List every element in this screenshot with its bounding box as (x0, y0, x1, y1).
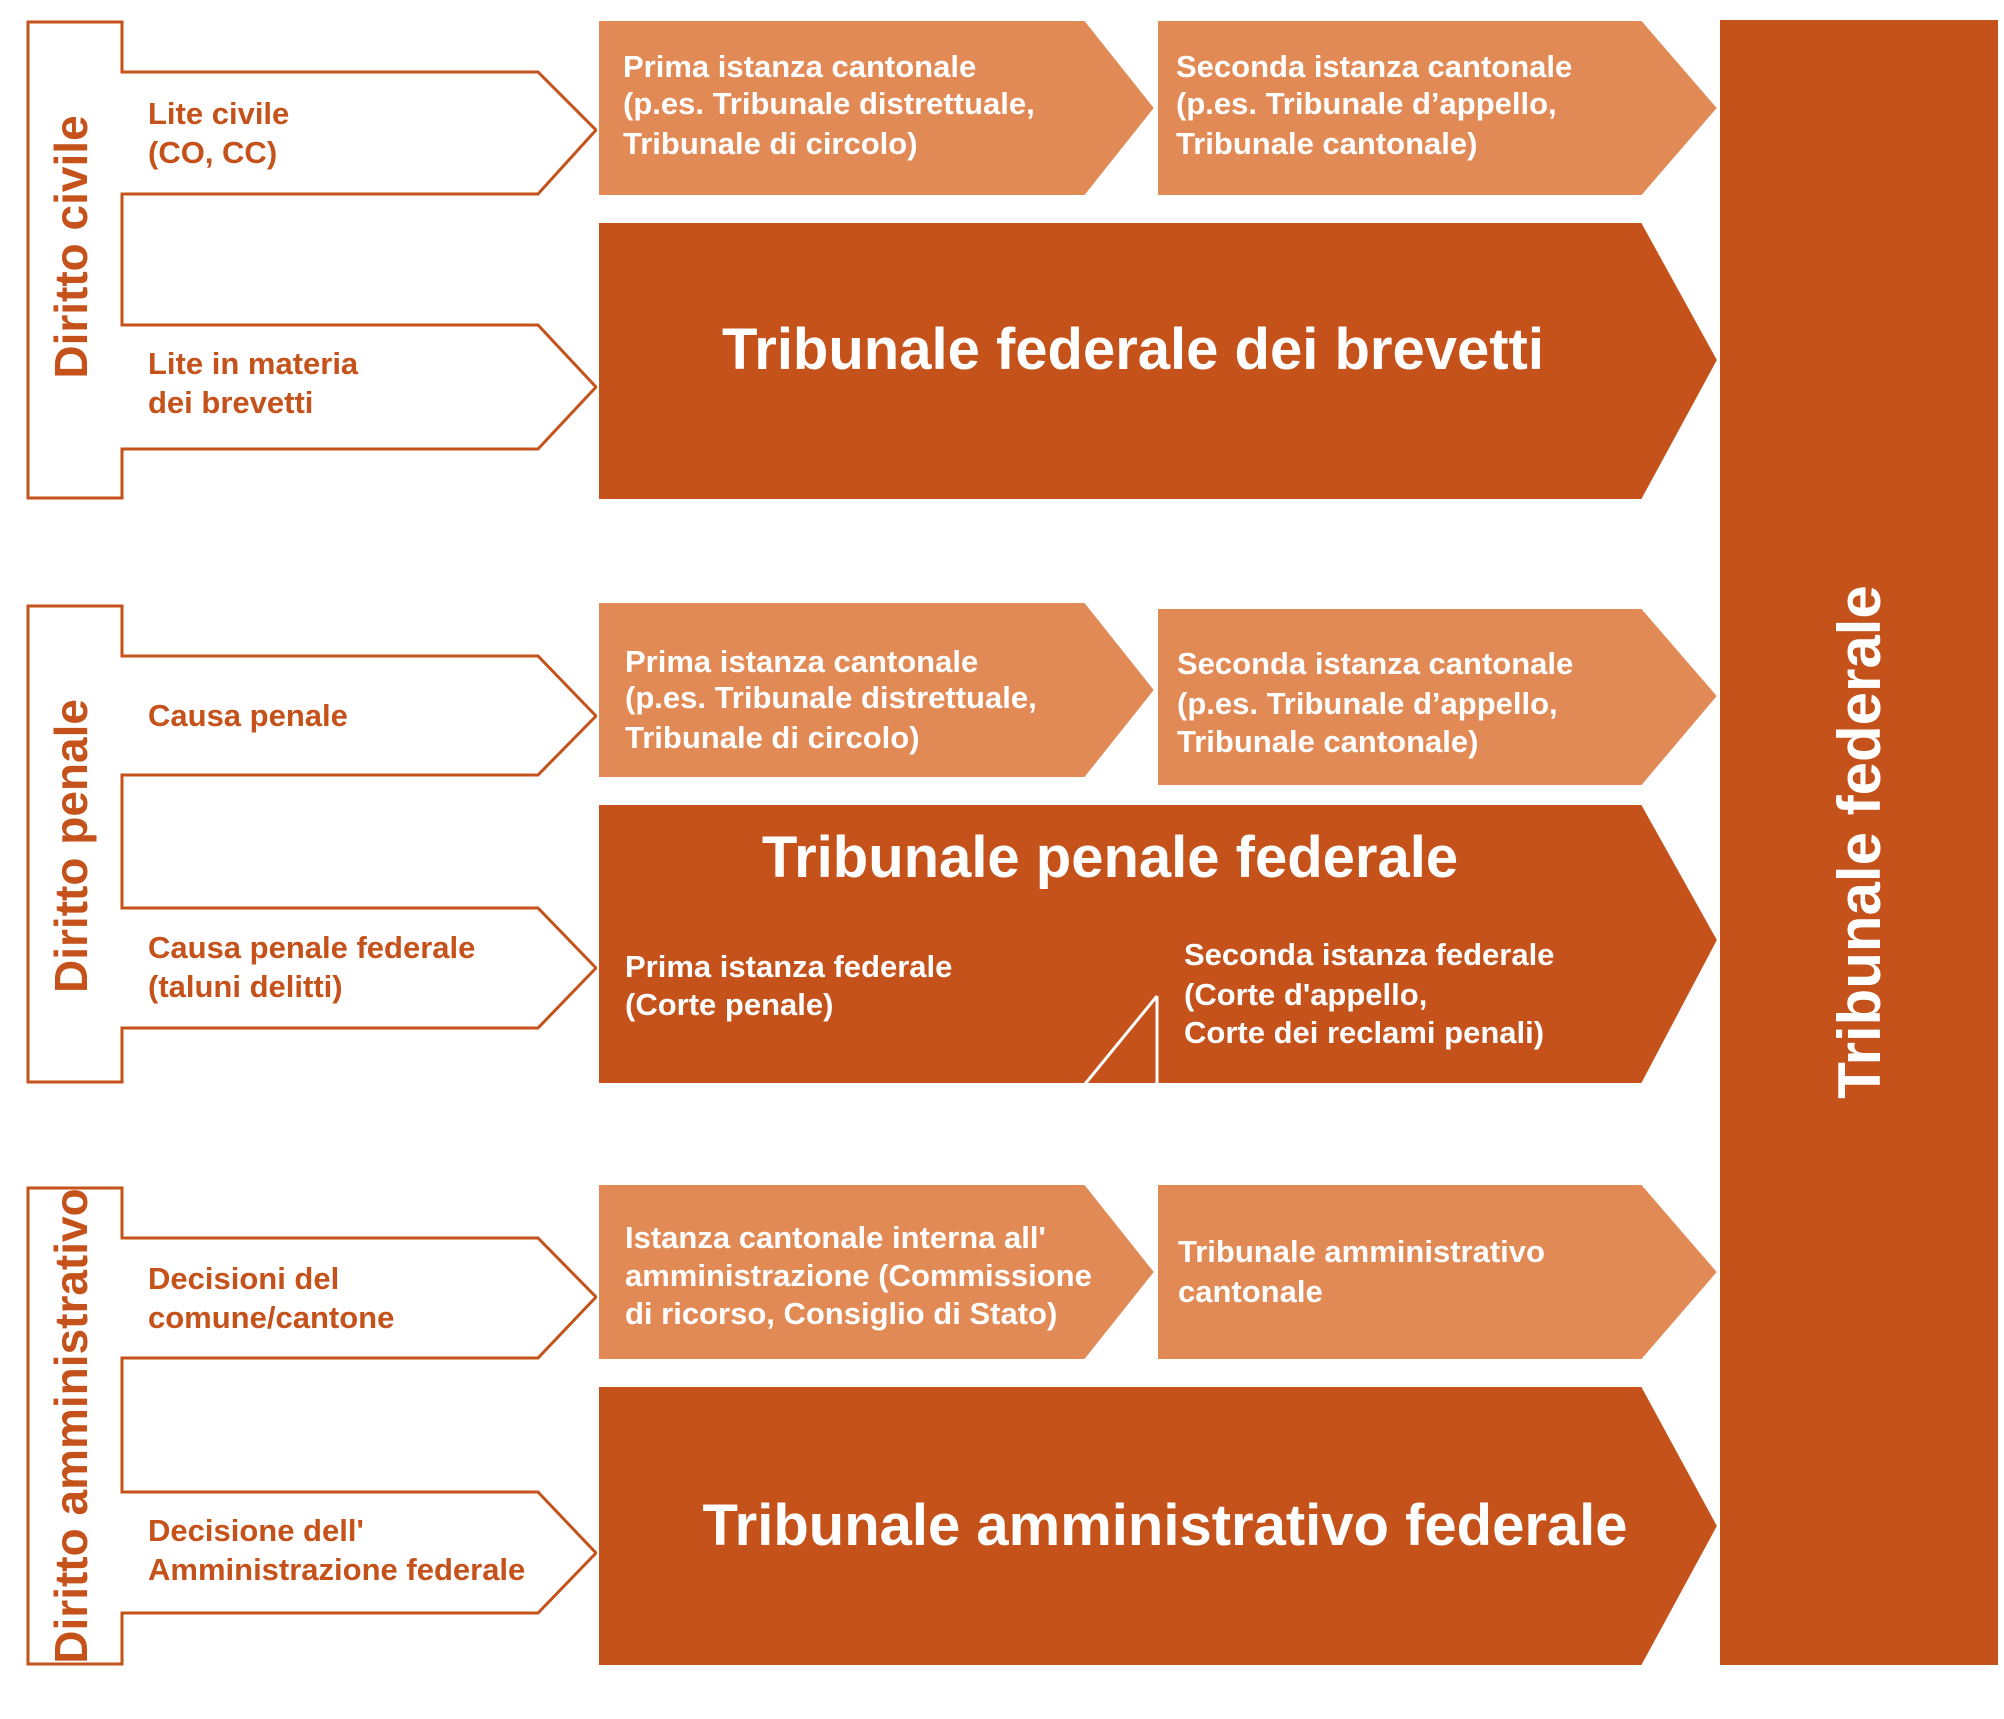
federal-criminal-case-label: Causa penale federale (taluni delitti) (148, 930, 476, 1004)
section-civil-title: Diritto civile (45, 115, 97, 379)
civil-first-instance-text: Prima istanza cantonale (p.es. Tribunale distrettuale, Tribunale di circolo) (623, 49, 1035, 161)
federal-criminal-second-instance-text: Seconda istanza federale (Corte d'appello, Corte dei reclami penali) (1184, 937, 1555, 1050)
section-civil-law (28, 20, 1718, 500)
section-criminal-title: Diritto penale (45, 699, 97, 993)
criminal-case-label: Causa penale (148, 698, 348, 733)
section-administrative-law (28, 1184, 1718, 1666)
criminal-second-instance-text: Seconda istanza cantonale (p.es. Tribunale d’appello, Tribunale cantonale) (1177, 646, 1574, 759)
section-criminal-frame (28, 606, 596, 1082)
civil-second-instance-text: Seconda istanza cantonale (p.es. Tribunale d’appello, Tribunale cantonale) (1176, 49, 1573, 161)
criminal-first-instance-text: Prima istanza cantonale (p.es. Tribunale distrettuale, Tribunale di circolo) (625, 644, 1037, 755)
patent-court-title: Tribunale federale dei brevetti (722, 317, 1544, 382)
administrative-internal-instance-text: Istanza cantonale interna all' amministrazione (Commissione di ricorso, Consiglio di Stato) (625, 1220, 1092, 1331)
cantonal-administrative-court-text: Tribunale amministrativo cantonale (1178, 1234, 1545, 1309)
federal-administration-decision-label: Decisione dell' Amministrazione federale (148, 1513, 526, 1587)
federal-criminal-court-title: Tribunale penale federale (761, 825, 1459, 890)
cantonal-administrative-court-arrow (1157, 1184, 1718, 1360)
civil-case-label: Lite civile (CO, CC) (148, 96, 290, 170)
section-administrative-frame (28, 1188, 596, 1664)
federal-court-label: Tribunale federale (1826, 585, 1893, 1099)
section-criminal-law (28, 602, 1718, 1084)
patent-case-label: Lite in materia dei brevetti (148, 346, 359, 420)
section-administrative-title: Diritto amministrativo (45, 1188, 97, 1664)
municipal-decision-label: Decisioni del comune/cantone (148, 1261, 395, 1335)
federal-administrative-court-title: Tribunale amministrativo federale (702, 1493, 1628, 1558)
federal-criminal-first-instance-text: Prima istanza federale (Corte penale) (625, 949, 953, 1022)
section-civil-frame (28, 22, 596, 498)
